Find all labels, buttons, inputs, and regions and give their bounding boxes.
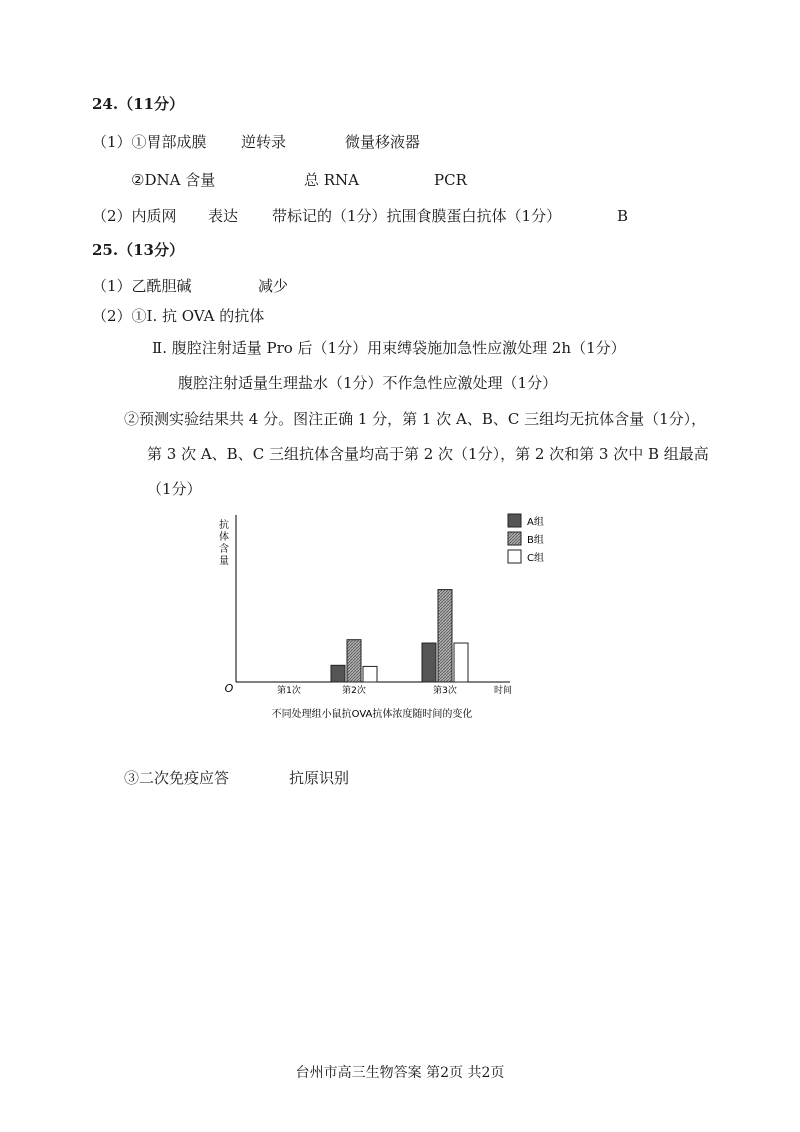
legend-label: A组	[527, 517, 544, 528]
q24-part2-answer-c: B	[617, 207, 629, 225]
y-axis-label-char: 量	[219, 556, 229, 567]
q25-part3-answer-a: 抗原识别	[289, 769, 350, 787]
chart-bars	[331, 590, 468, 682]
x-axis-label: 时间	[493, 686, 513, 696]
bar-B组	[347, 640, 361, 682]
y-axis-label-char: 含	[219, 544, 229, 555]
q24-part1-2-answer-a: ②DNA 含量	[131, 171, 216, 189]
chart-labels	[219, 518, 512, 720]
chart-axes	[236, 515, 510, 682]
x-tick-label: 第3次	[433, 686, 457, 696]
legend-swatch	[508, 532, 521, 545]
origin-label: O	[224, 682, 234, 695]
q24-part1-2-answer-c: PCR	[434, 171, 467, 189]
q25-part2-line6: （1分）	[147, 480, 202, 498]
legend-label: B组	[527, 535, 544, 546]
q24-part2-label: （2）内质网	[92, 207, 177, 225]
antibody-bar-chart	[215, 505, 560, 730]
x-tick-label: 第2次	[342, 686, 366, 696]
page-footer: 台州市高三生物答案 第2页 共2页	[295, 1065, 505, 1081]
x-tick-label: 第1次	[277, 686, 301, 696]
y-axis-label-char: 抗	[219, 520, 229, 531]
q25-part2-line3: 腹腔注射适量生理盐水（1分）不作急性应激处理（1分）	[178, 374, 558, 392]
q25-part1-answer-a: 减少	[258, 277, 289, 295]
q24-header: 24.（11分）	[92, 95, 184, 113]
q25-part2-line1: （2）①I. 抗 OVA 的抗体	[92, 307, 265, 325]
q24-part1-answer-b: 微量移液器	[345, 133, 421, 151]
bar-C组	[363, 666, 377, 682]
y-axis-label-char: 体	[219, 532, 229, 543]
chart-legend	[508, 514, 544, 564]
q24-part1-answer-a: 逆转录	[241, 133, 287, 151]
q25-part2-line5: 第 3 次 A、B、C 三组抗体含量均高于第 2 次（1分），第 2 次和第 3 次中 B 组最高	[147, 445, 709, 463]
bar-A组	[422, 643, 436, 682]
q24-part2-answer-b: 带标记的（1分）抗围食膜蛋白抗体（1分）	[272, 207, 562, 225]
legend-label: C组	[527, 553, 544, 564]
q24-part2-answer-a: 表达	[208, 207, 239, 225]
bar-C组	[454, 643, 468, 682]
chart-caption: 不同处理组小鼠抗OVA抗体浓度随时间的变化	[271, 709, 473, 720]
q25-part1-label: （1）乙酰胆碱	[92, 277, 192, 295]
q25-part2-line4: ②预测实验结果共 4 分。图注正确 1 分，第 1 次 A、B、C 三组均无抗体含量（1分），	[124, 410, 707, 428]
legend-swatch	[508, 550, 521, 563]
q24-part1-2-answer-b: 总 RNA	[304, 171, 360, 189]
q25-part3-label: ③二次免疫应答	[124, 769, 230, 787]
q25-header: 25.（13分）	[92, 241, 184, 259]
q25-part2-line2: Ⅱ. 腹腔注射适量 Pro 后（1分）用束缚袋施加急性应激处理 2h（1分）	[152, 339, 626, 357]
legend-swatch	[508, 514, 521, 527]
q24-part1-label: （1）①胃部成膜	[92, 133, 207, 151]
bar-B组	[438, 590, 452, 682]
bar-A组	[331, 665, 345, 682]
